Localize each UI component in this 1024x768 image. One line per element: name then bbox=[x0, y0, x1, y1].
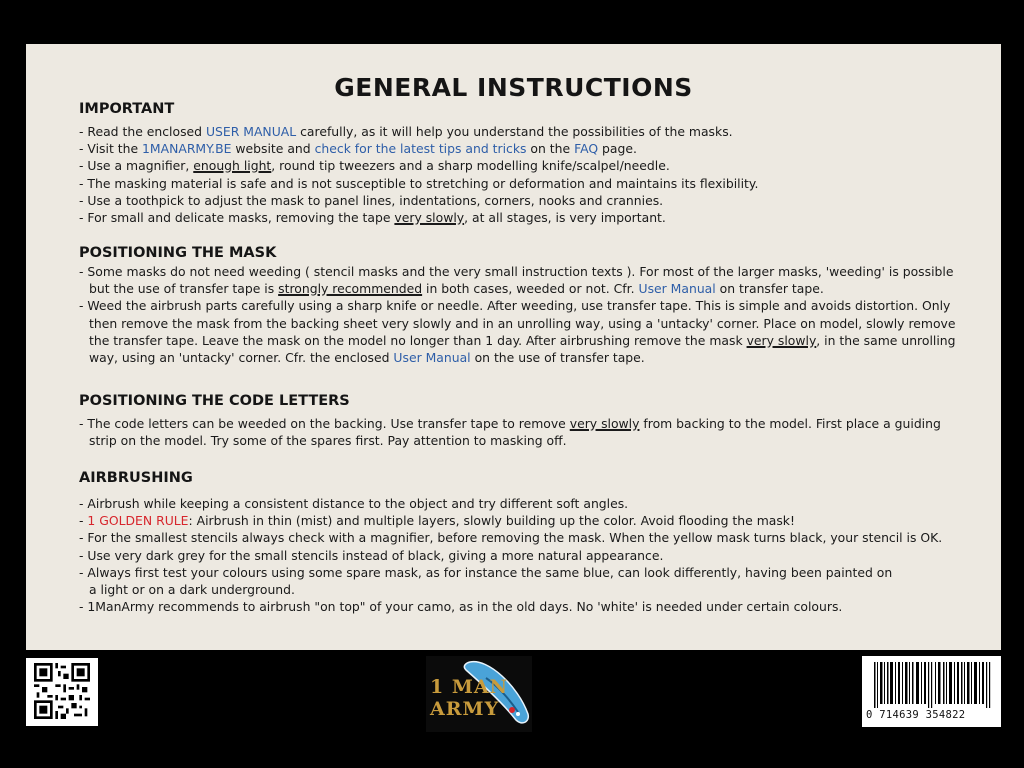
barcode bbox=[862, 656, 1001, 727]
list-item: - 1ManArmy recommends to airbrush "on top" of your camo, as in the old days. No 'white' is needed under certain colours. bbox=[79, 599, 843, 615]
list-item bbox=[79, 157, 999, 174]
text: - bbox=[79, 513, 88, 529]
text: - Visit the bbox=[79, 141, 143, 157]
faq-link[interactable]: FAQ bbox=[574, 141, 599, 157]
text: on transfer tape. bbox=[715, 281, 824, 297]
user-manual-link[interactable]: User Manual bbox=[393, 350, 471, 366]
list-item: - Use a toothpick to adjust the mask to panel lines, indentations, corners, nooks and crannies. bbox=[79, 192, 664, 208]
positioning-mask-heading: POSITIONING THE MASK bbox=[79, 245, 277, 261]
text: on the use of transfer tape. bbox=[470, 350, 645, 366]
text: - Weed the airbrush parts carefully using a sharp knife or needle. After weeding, use transfer tape. This is simple and avoids distortion. Only then remove the mask from the backing sheet very slowly and in an unrolling way, using a 'untacky' corner. Place on model, slowly remove the transfer tape. Leave the mask on the model no longer than 1 day. After airbrushing remove the mask bbox=[79, 298, 956, 348]
text: : Airbrush in thin (mist) and multiple layers, slowly building up the color. Avoid flooding the mask! bbox=[188, 513, 795, 529]
airbrushing-list bbox=[79, 495, 999, 615]
text: on the bbox=[526, 141, 575, 157]
list-item: - For the smallest stencils always check with a magnifier, before removing the mask. When the yellow mask turns black, your stencil is OK. bbox=[79, 530, 943, 546]
text: , at all stages, is very important. bbox=[464, 210, 666, 226]
text: - For small and delicate masks, removing the tape bbox=[79, 210, 395, 226]
logo-line-1: 1 MAN bbox=[430, 676, 508, 698]
underlined-text: very slowly bbox=[746, 332, 817, 348]
page-title: GENERAL INSTRUCTIONS bbox=[334, 73, 693, 102]
list-item: - Airbrush while keeping a consistent distance to the object and try different soft angles. bbox=[79, 496, 629, 511]
airbrushing-heading: AIRBRUSHING bbox=[79, 470, 193, 486]
barcode-icon bbox=[866, 662, 997, 708]
positioning-code-heading: POSITIONING THE CODE LETTERS bbox=[79, 393, 350, 409]
text: in both cases, weeded or not. Cfr. bbox=[422, 281, 639, 297]
underlined-text: enough light bbox=[193, 158, 272, 174]
underlined-text: strongly recommended bbox=[278, 281, 423, 297]
important-heading: IMPORTANT bbox=[79, 101, 175, 117]
list-item bbox=[79, 263, 959, 297]
important-list bbox=[79, 123, 999, 226]
qr-code-icon bbox=[34, 663, 90, 719]
text: , round tip tweezers and a sharp modelling knife/scalpel/needle. bbox=[271, 158, 670, 174]
golden-rule-label: 1 GOLDEN RULE bbox=[87, 513, 189, 529]
barcode-number: 0 714639 354822 bbox=[866, 709, 966, 721]
website-link[interactable]: 1MANARMY.BE bbox=[142, 141, 232, 157]
text: , in the same unrolling way, using an 'untacky' corner. Cfr. the enclosed bbox=[89, 332, 956, 366]
underlined-text: very slowly bbox=[569, 416, 640, 431]
list-item bbox=[79, 297, 959, 366]
list-item: - Use very dark grey for the small stencils instead of black, giving a more natural appearance. bbox=[79, 547, 664, 563]
brand-logo bbox=[426, 656, 532, 732]
list-item bbox=[79, 140, 999, 157]
qr-code[interactable] bbox=[26, 658, 98, 726]
list-item bbox=[79, 415, 959, 449]
text: page. bbox=[598, 141, 637, 157]
tips-link[interactable]: check for the latest tips and tricks bbox=[314, 141, 527, 157]
instruction-card bbox=[26, 44, 1001, 650]
list-item bbox=[79, 123, 999, 140]
text: website and bbox=[231, 141, 315, 157]
user-manual-link[interactable]: USER MANUAL bbox=[205, 124, 297, 139]
text: - Some masks do not need weeding ( stencil masks and the very small instruction texts ). For most of the larger masks, 'weeding' is possible but the use of transfer tape is bbox=[79, 264, 954, 297]
list-item: - The masking material is safe and is not susceptible to stretching or deformation and maintains its flexibility. bbox=[79, 175, 759, 191]
text: - Use a magnifier, bbox=[79, 158, 194, 174]
text: from backing to the model. First place a guiding strip on the model. Try some of the spares first. Pay attention to masking off. bbox=[89, 416, 941, 449]
text: carefully, as it will help you understand the possibilities of the masks. bbox=[296, 124, 733, 139]
user-manual-link[interactable]: User Manual bbox=[638, 281, 716, 297]
positioning-mask-list bbox=[79, 263, 959, 366]
list-item bbox=[79, 512, 999, 529]
list-item: - Always first test your colours using some spare mask, as for instance the same blue, can look differently, having been painted on bbox=[79, 564, 893, 580]
text: - Read the enclosed bbox=[79, 124, 206, 139]
logo-line-2: ARMY bbox=[430, 698, 500, 720]
underlined-text: very slowly bbox=[394, 210, 465, 226]
list-item-continuation: a light or on a dark underground. bbox=[89, 582, 295, 598]
positioning-code-list bbox=[79, 415, 959, 449]
list-item bbox=[79, 209, 999, 226]
text: - The code letters can be weeded on the backing. Use transfer tape to remove bbox=[79, 416, 570, 431]
